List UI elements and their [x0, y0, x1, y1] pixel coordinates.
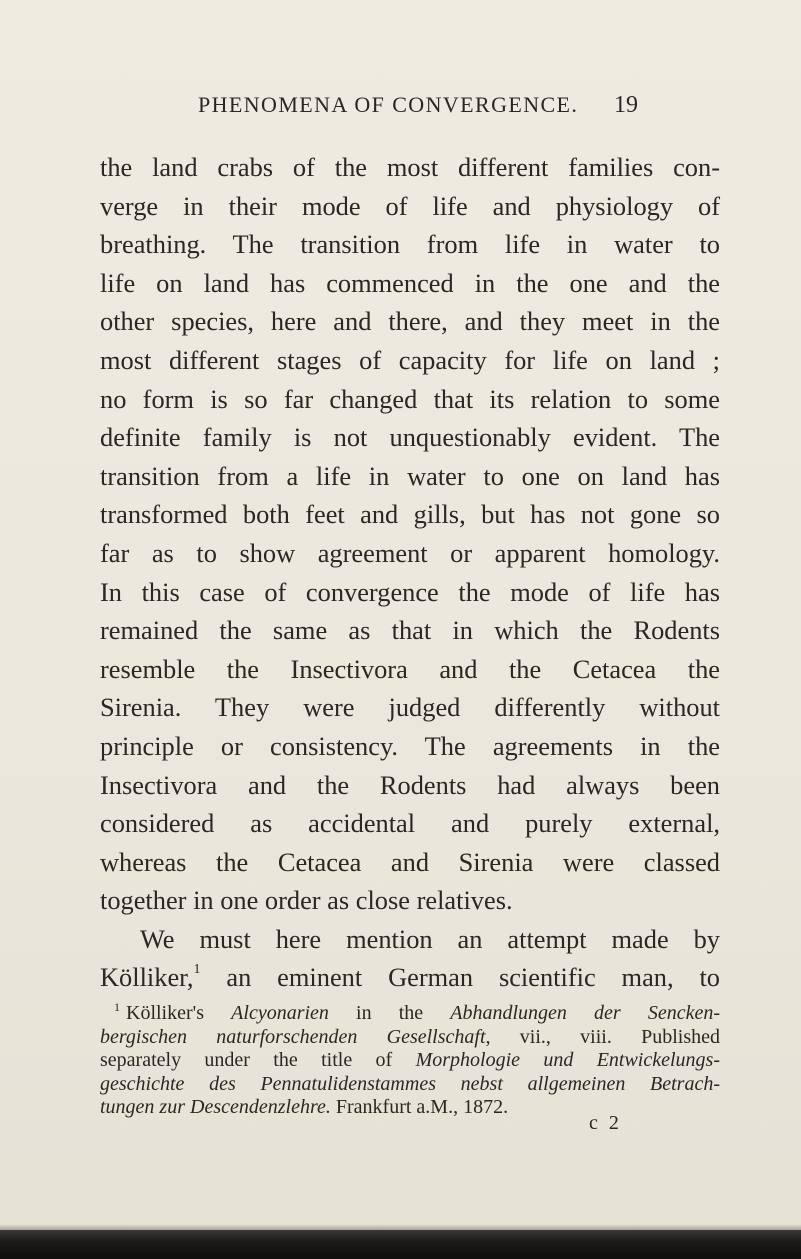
- text-line: together in one order as close relatives.: [100, 885, 513, 916]
- footnote-line: [100, 1002, 720, 1026]
- footnote-number: 1: [114, 1000, 120, 1014]
- text-line: remained the same as that in which the Rodents: [100, 615, 720, 646]
- text-line: most different stages of capacity for life on land ;: [100, 344, 720, 375]
- footnote-text: Kölliker's: [126, 1002, 232, 1024]
- text-line: the land crabs of the most different families con-: [100, 152, 720, 182]
- text-line: principle or consistency. The agreements in the: [100, 730, 720, 761]
- footnote-line: [100, 1096, 720, 1120]
- text-line: other species, here and there, and they meet in the: [100, 306, 720, 337]
- text-line: verge in their mode of life and physiology of: [100, 190, 720, 221]
- footnote-text: in the: [328, 1002, 451, 1024]
- running-head: PHENOMENA OF CONVERGENCE.: [198, 92, 579, 117]
- footnote-italic: tungen zur Descendenzlehre.: [100, 1096, 331, 1118]
- text-line: no form is so far changed that its relation to some: [100, 383, 720, 414]
- signature-mark: c 2: [589, 1112, 622, 1134]
- text-line: life on land has commenced in the one and the: [100, 267, 720, 298]
- text-line: Sirenia. They were judged differently without: [100, 692, 720, 723]
- footnote-text: Frankfurt a.M., 1872.: [330, 1096, 509, 1118]
- footnote: [100, 1002, 720, 1120]
- text-line: breathing. The transition from life in water to: [100, 229, 720, 260]
- footnote-reference: 1: [193, 962, 201, 978]
- footnote-text: vii., viii. Published: [490, 1025, 720, 1048]
- text-line-with-footnote: [100, 958, 720, 997]
- page-number: 19: [614, 92, 638, 118]
- text-line: whereas the Cetacea and Sirenia were classed: [100, 846, 720, 877]
- text-fragment: Kölliker,: [100, 962, 194, 993]
- paragraph-start-line: We must here mention an attempt made by: [140, 923, 720, 954]
- page-bottom-edge: [0, 1230, 801, 1259]
- page-header: [0, 92, 801, 128]
- footnote-italic: Morphologie und Entwickelungs-: [415, 1049, 720, 1071]
- footnote-line: [100, 1026, 720, 1050]
- footnote-text: separately under the title of: [100, 1049, 416, 1071]
- text-line: resemble the Insectivora and the Cetacea the: [100, 653, 720, 684]
- text-line: far as to show agreement or apparent homology.: [100, 537, 720, 568]
- text-line: transition from a life in water to one on land has: [100, 460, 720, 491]
- text-line: considered as accidental and purely external,: [100, 808, 720, 839]
- footnote-italic: Alcyonarien: [231, 1002, 329, 1024]
- footnote-line: [100, 1049, 720, 1073]
- footnote-italic: bergischen naturforschenden Gesellschaft,: [100, 1025, 491, 1048]
- text-line: Insectivora and the Rodents had always been: [100, 769, 720, 800]
- text-fragment: an eminent German scientific man, to: [200, 962, 720, 993]
- text-line: definite family is not unquestionably evident. The: [100, 422, 720, 453]
- text-line: transformed both feet and gills, but has not gone so: [100, 499, 720, 530]
- main-text: [100, 148, 720, 997]
- footnote-italic: Abhandlungen der Sencken-: [450, 1002, 720, 1024]
- footnote-italic: geschichte des Pennatulidenstammes nebst allgemeinen Betrach-: [100, 1072, 720, 1095]
- footnote-line: [100, 1073, 720, 1097]
- text-line: In this case of convergence the mode of life has: [100, 576, 720, 607]
